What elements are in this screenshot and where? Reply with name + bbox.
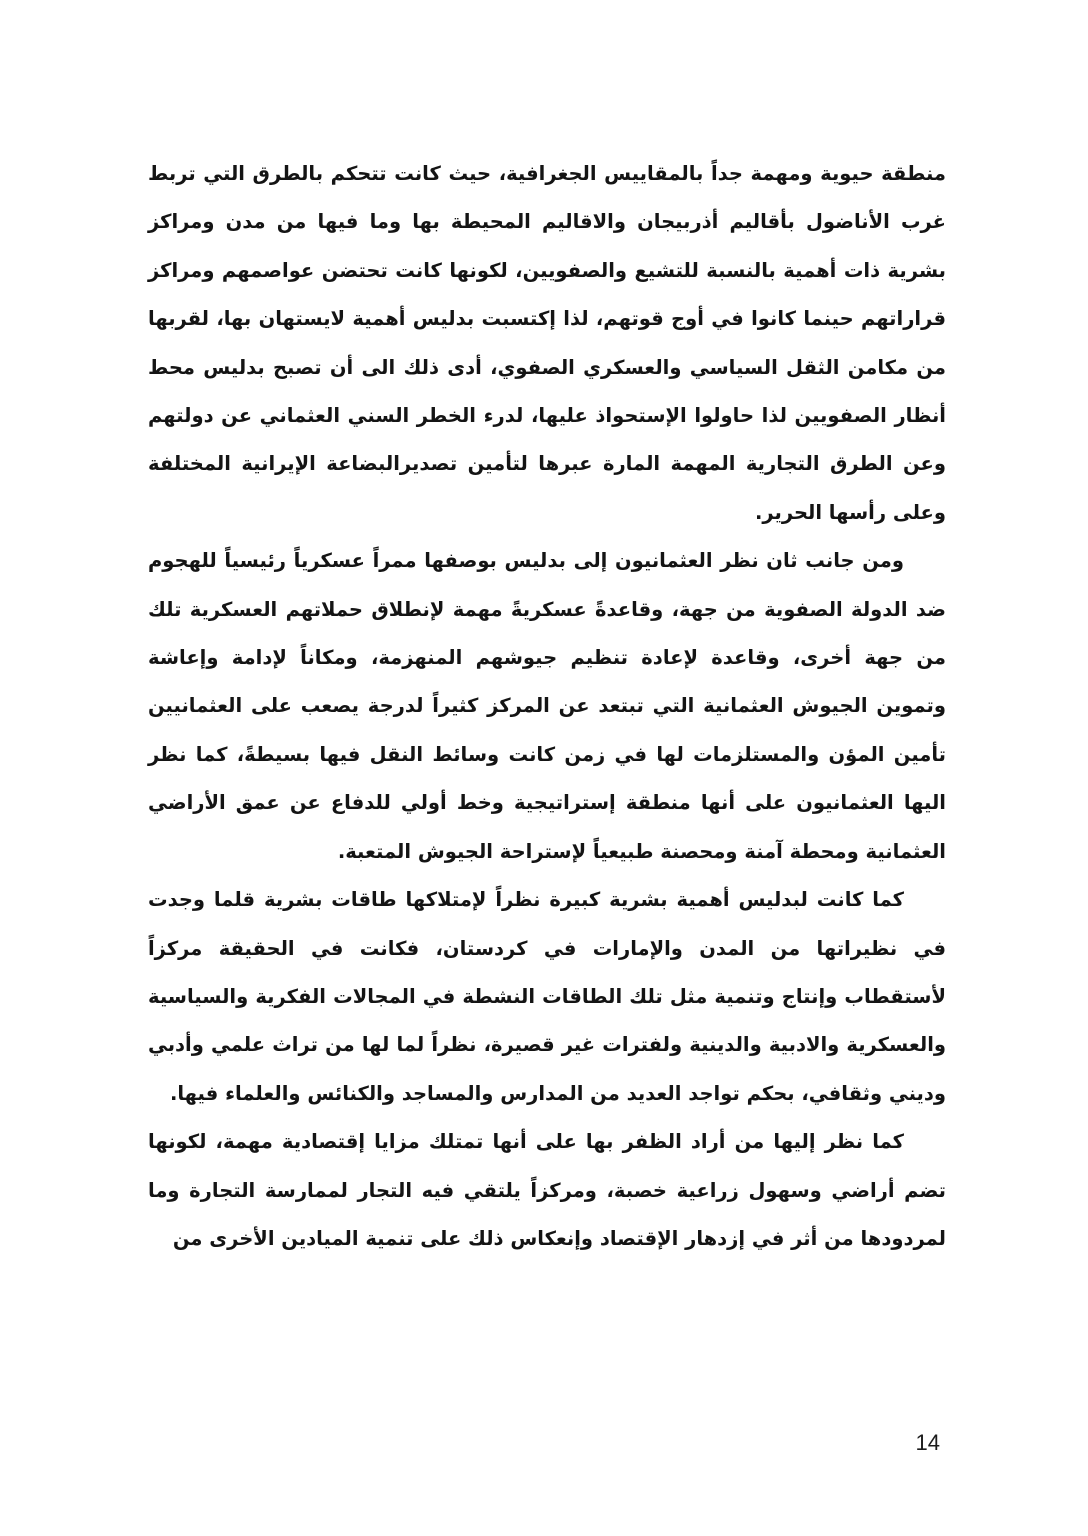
body-text xyxy=(148,150,946,1263)
paragraph-2: ومن جانب ثان نظر العثمانيون إلى بدليس بوصفها ممراً عسكرياً رئيسياً للهجوم ضد الدولة الصفوية من جهة، وقاعدةً عسكريةً مهمة لإنطلاق حملاتهم العسكرية تلك من جهة أخرى، وقاعدة لإعادة تنظيم جيوشهم المنهزمة، ومكاناً لإدامة وإعاشة وتموين الجيوش العثمانية التي تبتعد عن المركز كثيراً لدرجة يصعب على العثمانيين تأمين المؤن والمستلزمات لها في زمن كانت وسائط النقل فيها بسيطةً، كما نظر اليها العثمانيون على أنها منطقة إستراتيجية وخط أولي للدفاع عن عمق الأراضي العثمانية ومحطة آمنة ومحصنة طبيعياً لإستراحة الجيوش المتعبة. xyxy=(148,549,946,863)
paragraph-1: منطقة حيوية ومهمة جداً بالمقاييس الجغرافية، حيث كانت تتحكم بالطرق التي تربط غرب الأناضول بأقاليم أذربيجان والاقاليم المحيطة بها وما فيها من مدن ومراكز بشرية ذات أهمية بالنسبة للتشيع والصفويين، لكونها كانت تحتضن عواصمهم ومراكز قراراتهم حينما كانوا في أوج قوتهم، لذا إكتسبت بدليس أهمية لايستهان بها، لقربها من مكامن الثقل السياسي والعسكري الصفوي، أدى ذلك الى أن تصبح بدليس محط أنظار الصفويين لذا حاولوا الإستحواذ عليها، لدرء الخطر السني العثماني عن دولتهم وعن الطرق التجارية المهمة المارة عبرها لتأمين تصديرالبضاعة الإيرانية المختلفة وعلى رأسها الحرير. xyxy=(148,162,946,524)
page-number: 14 xyxy=(915,1430,940,1455)
paragraph-3: كما كانت لبدليس أهمية بشرية كبيرة نظراً لإمتلاكها طاقات بشرية قلما وجدت في نظيراتها من المدن والإمارات في كردستان، فكانت في الحقيقة مركزاً لأستقطاب وإنتاج وتنمية مثل تلك الطاقات النشطة في المجالات الفكرية والسياسية والعسكرية والادبية والدينية ولفترات غير قصيرة، نظراً لما لها من تراث علمي وأدبي وديني وثقافي، بحكم تواجد العديد من المدارس والمساجد والكنائس والعلماء فيها. xyxy=(148,888,946,1105)
paragraph-4: كما نظر إليها من أراد الظفر بها على أنها تمتلك مزايا إقتصادية مهمة، لكونها تضم أراضي وسهول زراعية خصبة، ومركزاً يلتقي فيه التجار لممارسة التجارة وما لمردودها من أثر في إزدهار الإقتصاد وإنعكاس ذلك على تنمية الميادين الأخرى من xyxy=(148,1130,946,1250)
